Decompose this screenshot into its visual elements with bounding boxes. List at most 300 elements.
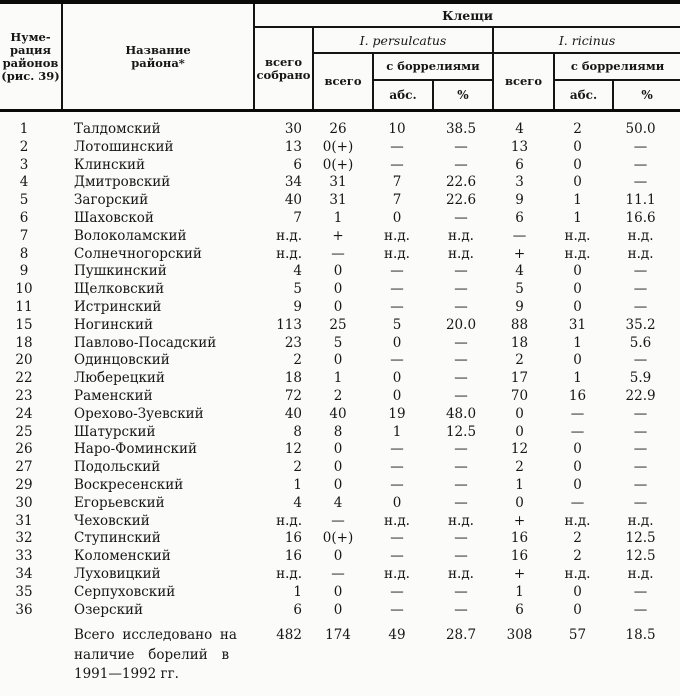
ricinus-abs-cell: 0 [573, 263, 582, 280]
row-number-cell: 9 [19, 263, 29, 280]
persulcatus-total-cell: 26 [329, 121, 347, 137]
header-district-line: района* [131, 55, 185, 70]
persulcatus-abs-cell: 19 [388, 405, 406, 422]
table-row [0, 370, 680, 388]
row-number-cell: 7 [19, 227, 29, 244]
totals-label-line: Всего исследовано на [74, 627, 237, 644]
table-row [0, 513, 680, 531]
persulcatus-abs-cell: — [390, 156, 404, 173]
persulcatus-total-cell: 0 [333, 352, 343, 369]
totals-collected-cell: 482 [276, 627, 302, 644]
district-name-cell: Ногинский [74, 316, 153, 333]
table-row [0, 584, 680, 602]
ricinus-abs-cell: 1 [573, 334, 582, 351]
ricinus-pct-cell: — [633, 423, 648, 440]
table-body [0, 111, 680, 685]
table-row [0, 335, 680, 353]
row-number-cell: 32 [15, 530, 33, 547]
table-row [0, 121, 680, 139]
persulcatus-total-cell: 31 [329, 174, 347, 191]
ricinus-pct-cell: 16.6 [625, 209, 656, 226]
table-row [0, 477, 680, 495]
header-collected-line: собрано [256, 67, 311, 82]
ricinus-total-cell: 4 [515, 121, 524, 137]
persulcatus-abs-cell: 0 [392, 387, 402, 404]
header-species-persulcatus: I. persulcatus [313, 27, 493, 53]
ricinus-pct-cell: — [633, 405, 648, 422]
persulcatus-pct-cell: 48.0 [445, 405, 477, 422]
district-name-cell: Подольский [74, 459, 161, 476]
ricinus-pct-cell: — [633, 494, 648, 511]
ricinus-total-cell: 6 [515, 601, 524, 618]
persulcatus-abs-cell: — [390, 548, 404, 565]
district-name-cell: Талдомский [74, 121, 161, 137]
row-number-cell: 26 [15, 441, 33, 458]
persulcatus-total-cell: 1 [333, 209, 343, 226]
ricinus-total-cell: 9 [515, 192, 524, 209]
persulcatus-pct-cell: — [454, 441, 468, 458]
collected-cell: 4 [293, 494, 302, 511]
table-row [0, 602, 680, 620]
ricinus-pct-cell: — [633, 298, 648, 315]
district-name-cell: Лотошинский [74, 138, 174, 155]
table-row [0, 228, 680, 246]
row-number-cell: 25 [15, 423, 33, 440]
ricinus-abs-cell: н.д. [564, 512, 591, 529]
persulcatus-pct-cell: — [454, 263, 468, 280]
persulcatus-pct-cell: н.д. [448, 245, 474, 262]
ricinus-abs-cell: н.д. [564, 245, 591, 262]
header-numbering-line: рация [9, 42, 51, 57]
persulcatus-abs-cell: — [390, 476, 404, 493]
collected-cell: 72 [284, 387, 302, 404]
ricinus-abs-cell: — [570, 423, 585, 440]
ricinus-total-cell: 6 [515, 209, 524, 226]
table-row [0, 459, 680, 477]
collected-cell: 6 [293, 156, 302, 173]
ricinus-pct-cell: — [633, 174, 648, 191]
persulcatus-pct-cell: — [454, 370, 468, 387]
header-ricinus-total: всего [493, 53, 554, 111]
persulcatus-abs-cell: 10 [388, 121, 406, 137]
district-name-cell: Солнечногорский [74, 245, 202, 262]
ricinus-pct-cell: — [633, 476, 648, 493]
totals-persulcatus-abs-cell: 49 [388, 627, 406, 644]
table-row [0, 388, 680, 406]
ricinus-total-cell: 0 [515, 494, 524, 511]
table-row [0, 210, 680, 228]
ricinus-total-cell: 18 [510, 334, 529, 351]
row-number-cell: 20 [15, 352, 33, 369]
ricinus-total-cell: — [512, 227, 527, 244]
persulcatus-pct-cell: н.д. [448, 565, 474, 582]
persulcatus-pct-cell: — [454, 601, 468, 618]
totals-ricinus-total-cell: 308 [506, 627, 533, 644]
ricinus-pct-cell: — [633, 601, 648, 618]
district-name-cell: Щелковский [74, 281, 165, 298]
spacer-row [0, 111, 680, 122]
persulcatus-pct-cell: — [454, 138, 468, 155]
collected-cell: 2 [293, 459, 302, 476]
district-name-cell: Дмитровский [74, 174, 171, 191]
persulcatus-pct-cell: — [454, 298, 468, 315]
header-ticks-group: Клещи [254, 2, 680, 27]
ricinus-pct-cell: — [633, 263, 648, 280]
persulcatus-pct-cell: — [454, 156, 468, 173]
persulcatus-abs-cell: — [390, 352, 404, 369]
ricinus-pct-cell: 50.0 [625, 121, 656, 137]
ricinus-total-cell: 2 [515, 459, 524, 476]
district-name-cell: Волоколамский [74, 227, 187, 244]
ricinus-total-cell: 1 [515, 476, 524, 493]
totals-ricinus-pct-cell: 18.5 [625, 627, 656, 644]
persulcatus-total-cell: 40 [329, 405, 347, 422]
district-name-cell: Павлово-Посадский [74, 334, 217, 351]
district-name-cell: Шаховской [74, 209, 154, 226]
ricinus-total-cell: 70 [510, 387, 529, 404]
collected-cell: н.д. [276, 227, 302, 244]
persulcatus-abs-cell: — [390, 281, 404, 298]
district-name-cell: Луховицкий [74, 565, 161, 582]
persulcatus-abs-cell: — [390, 441, 404, 458]
collected-cell: н.д. [276, 512, 302, 529]
row-number-cell: 4 [19, 174, 29, 191]
ricinus-pct-cell: — [633, 156, 648, 173]
ricinus-total-cell: 9 [515, 298, 524, 315]
persulcatus-total-cell: 2 [333, 387, 343, 404]
ricinus-total-cell: 12 [510, 441, 529, 458]
row-number-cell: 24 [15, 405, 33, 422]
persulcatus-total-cell: 0(+) [322, 530, 354, 547]
persulcatus-pct-cell: 12.5 [445, 423, 477, 440]
ricinus-abs-cell: 0 [573, 281, 582, 298]
district-name-cell: Пушкинский [74, 263, 167, 280]
district-name-cell: Воскресенский [74, 476, 184, 493]
ricinus-abs-cell: 2 [573, 548, 582, 565]
ricinus-total-cell: + [513, 565, 526, 582]
persulcatus-total-cell: 4 [333, 494, 343, 511]
persulcatus-abs-cell: — [390, 138, 404, 155]
ricinus-total-cell: 13 [510, 138, 529, 155]
persulcatus-pct-cell: — [454, 281, 468, 298]
persulcatus-pct-cell: 22.6 [445, 192, 477, 209]
ricinus-abs-cell: 0 [573, 156, 582, 173]
table-row [0, 139, 680, 157]
ricinus-total-cell: 17 [510, 370, 529, 387]
district-name-cell: Истринский [74, 298, 162, 315]
persulcatus-pct-cell: н.д. [448, 227, 474, 244]
ricinus-abs-cell: 0 [573, 459, 582, 476]
ricinus-abs-cell: 1 [573, 209, 582, 226]
ricinus-abs-cell: 0 [573, 601, 582, 618]
collected-cell: 4 [293, 263, 302, 280]
persulcatus-abs-cell: 1 [392, 423, 402, 440]
ricinus-pct-cell: н.д. [627, 565, 654, 582]
collected-cell: 18 [284, 370, 302, 387]
persulcatus-total-cell: 0 [333, 548, 343, 565]
persulcatus-abs-cell: н.д. [384, 245, 410, 262]
collected-cell: 113 [276, 316, 302, 333]
ricinus-total-cell: 16 [510, 530, 529, 547]
persulcatus-total-cell: 0(+) [322, 138, 354, 155]
ricinus-abs-cell: 0 [573, 352, 582, 369]
ricinus-abs-cell: 1 [573, 370, 582, 387]
collected-cell: 6 [293, 601, 302, 618]
persulcatus-abs-cell: 0 [392, 494, 402, 511]
persulcatus-pct-cell: — [454, 494, 468, 511]
ricinus-total-cell: 16 [510, 548, 529, 565]
totals-label-line: 1991—1992 гг. [74, 666, 179, 683]
persulcatus-total-cell: 0 [333, 476, 343, 493]
table-row [0, 441, 680, 459]
table-row [0, 530, 680, 548]
row-number-cell: 23 [15, 387, 33, 404]
collected-cell: 8 [293, 423, 302, 440]
table-row [0, 157, 680, 175]
ricinus-abs-cell: 1 [573, 192, 582, 209]
header-persulcatus-pct: % [433, 80, 493, 111]
ricinus-pct-cell: — [633, 138, 648, 155]
collected-cell: 1 [293, 583, 302, 600]
header-persulcatus-total: всего [313, 53, 373, 111]
ricinus-total-cell: 2 [515, 352, 524, 369]
row-number-cell: 3 [19, 156, 29, 173]
header-total-collected [254, 27, 313, 111]
persulcatus-pct-cell: 20.0 [445, 316, 477, 333]
persulcatus-abs-cell: — [390, 263, 404, 280]
persulcatus-total-cell: 0 [333, 601, 343, 618]
persulcatus-pct-cell: — [454, 352, 468, 369]
persulcatus-pct-cell: — [454, 476, 468, 493]
persulcatus-total-cell: — [331, 245, 345, 262]
ricinus-total-cell: 1 [515, 583, 524, 600]
totals-label [62, 626, 254, 685]
persulcatus-pct-cell: — [454, 548, 468, 565]
row-number-cell: 30 [15, 494, 33, 511]
header-district-line: Название [125, 42, 191, 57]
ricinus-abs-cell: 0 [573, 174, 582, 191]
district-name-cell: Орехово-Зуевский [74, 405, 204, 422]
row-number-cell: 10 [15, 281, 33, 298]
ricinus-total-cell: 0 [515, 405, 524, 422]
ricinus-abs-cell: 2 [573, 530, 582, 547]
persulcatus-total-cell: 0 [333, 281, 343, 298]
row-number-cell: 34 [15, 565, 33, 582]
persulcatus-total-cell: 0(+) [322, 156, 354, 173]
ricinus-abs-cell: 0 [573, 476, 582, 493]
ricinus-total-cell: 0 [515, 423, 524, 440]
persulcatus-abs-cell: 7 [392, 174, 402, 191]
header-numbering-line: (рис. 39) [1, 68, 60, 83]
collected-cell: 12 [284, 441, 302, 458]
header-persulcatus-abs: абс. [373, 80, 433, 111]
persulcatus-pct-cell: — [454, 209, 468, 226]
persulcatus-pct-cell: 38.5 [445, 121, 477, 137]
ricinus-pct-cell: — [633, 281, 648, 298]
persulcatus-abs-cell: 0 [392, 334, 402, 351]
ricinus-abs-cell: 0 [573, 298, 582, 315]
collected-cell: 13 [284, 138, 302, 155]
persulcatus-total-cell: 0 [333, 441, 343, 458]
table-row [0, 406, 680, 424]
district-name-cell: Егорьевский [74, 494, 165, 511]
ricinus-pct-cell: 35.2 [625, 316, 656, 333]
ricinus-abs-cell: 0 [573, 441, 582, 458]
header-ricinus-pct: % [613, 80, 680, 111]
district-name-cell: Раменский [74, 387, 153, 404]
row-number-cell: 6 [19, 209, 29, 226]
persulcatus-total-cell: 1 [333, 370, 343, 387]
ricinus-pct-cell: 5.6 [629, 334, 652, 351]
district-name-cell: Серпуховский [74, 583, 176, 600]
persulcatus-abs-cell: н.д. [384, 227, 410, 244]
totals-persulcatus-total-cell: 174 [325, 627, 351, 644]
persulcatus-total-cell: 31 [329, 192, 347, 209]
ricinus-pct-cell: — [633, 459, 648, 476]
header-ricinus-with-borrelia: с боррелиями [554, 53, 680, 80]
row-number-cell: 2 [19, 138, 29, 155]
row-number-cell: 18 [15, 334, 33, 351]
table-row [0, 424, 680, 442]
persulcatus-pct-cell: — [454, 387, 468, 404]
collected-cell: 40 [284, 405, 302, 422]
district-name-cell: Загорский [74, 192, 149, 209]
row-number-cell: 11 [15, 298, 33, 315]
persulcatus-total-cell: + [332, 227, 344, 244]
persulcatus-abs-cell: — [390, 601, 404, 618]
collected-cell: 30 [284, 121, 302, 137]
collected-cell: 7 [293, 209, 302, 226]
ricinus-abs-cell: 31 [568, 316, 587, 333]
district-name-cell: Коломенский [74, 548, 171, 565]
ricinus-total-cell: 3 [515, 174, 524, 191]
collected-cell: 9 [293, 298, 302, 315]
district-name-cell: Озерский [74, 601, 144, 618]
totals-empty-cell [0, 626, 62, 685]
persulcatus-total-cell: 5 [333, 334, 343, 351]
table-row [0, 299, 680, 317]
header-ricinus-abs: абс. [554, 80, 613, 111]
ricinus-pct-cell: 22.9 [625, 387, 656, 404]
ricinus-abs-cell: — [570, 494, 585, 511]
ricinus-abs-cell: 0 [573, 583, 582, 600]
district-name-cell: Ступинский [74, 530, 161, 547]
table-row [0, 566, 680, 584]
persulcatus-pct-cell: — [454, 583, 468, 600]
persulcatus-pct-cell: — [454, 334, 468, 351]
collected-cell: 5 [293, 281, 302, 298]
persulcatus-total-cell: — [331, 512, 345, 529]
district-name-cell: Шатурский [74, 423, 156, 440]
persulcatus-abs-cell: 5 [392, 316, 402, 333]
ricinus-pct-cell: н.д. [627, 245, 654, 262]
persulcatus-abs-cell: — [390, 530, 404, 547]
district-name-cell: Наро-Фоминский [74, 441, 197, 458]
table-row [0, 192, 680, 210]
persulcatus-total-cell: 25 [329, 316, 347, 333]
collected-cell: 34 [284, 174, 302, 191]
persulcatus-abs-cell: 0 [392, 370, 402, 387]
persulcatus-abs-cell: — [390, 459, 404, 476]
table-row [0, 548, 680, 566]
ricinus-pct-cell: — [633, 352, 648, 369]
table-row [0, 174, 680, 192]
ricinus-abs-cell: н.д. [564, 227, 591, 244]
ricinus-abs-cell: 0 [573, 138, 582, 155]
district-name-cell: Чеховский [74, 512, 150, 529]
row-number-cell: 33 [15, 548, 33, 565]
totals-persulcatus-pct-cell: 28.7 [445, 627, 477, 644]
spacer-row [0, 619, 680, 626]
ricinus-pct-cell: 11.1 [625, 192, 656, 209]
persulcatus-total-cell: 8 [333, 423, 343, 440]
row-number-cell: 35 [15, 583, 33, 600]
persulcatus-abs-cell: н.д. [384, 565, 410, 582]
ricinus-abs-cell: 16 [568, 387, 587, 404]
spacer-cell [0, 111, 680, 122]
ricinus-total-cell: 6 [515, 156, 524, 173]
persulcatus-pct-cell: 22.6 [445, 174, 477, 191]
collected-cell: 16 [284, 530, 302, 547]
district-name-cell: Люберецкий [74, 370, 165, 387]
ricinus-pct-cell: — [633, 583, 648, 600]
table-row [0, 352, 680, 370]
persulcatus-abs-cell: 0 [392, 209, 402, 226]
ricinus-pct-cell: н.д. [627, 227, 654, 244]
totals-label-line: наличие борелий в [74, 646, 230, 663]
header-collected-line: всего [264, 54, 303, 69]
header-numbering-line: Нуме- [10, 29, 51, 44]
persulcatus-pct-cell: — [454, 530, 468, 547]
header-district-name [62, 2, 254, 111]
table-row [0, 495, 680, 513]
collected-cell: 1 [293, 476, 302, 493]
table-row [0, 281, 680, 299]
persulcatus-abs-cell: — [390, 583, 404, 600]
district-name-cell: Клинский [74, 156, 146, 173]
row-number-cell: 27 [15, 459, 33, 476]
header-persulcatus-with-borrelia: с боррелиями [373, 53, 493, 80]
row-number-cell: 36 [15, 601, 33, 618]
persulcatus-pct-cell: — [454, 459, 468, 476]
ricinus-pct-cell: 12.5 [625, 530, 656, 547]
row-number-cell: 15 [15, 316, 33, 333]
header-numbering [0, 2, 62, 111]
ricinus-total-cell: 4 [515, 263, 524, 280]
row-number-cell: 29 [15, 476, 33, 493]
ricinus-pct-cell: 12.5 [625, 548, 656, 565]
ricinus-total-cell: + [513, 245, 526, 262]
persulcatus-abs-cell: — [390, 298, 404, 315]
ricinus-pct-cell: — [633, 441, 648, 458]
persulcatus-total-cell: 0 [333, 583, 343, 600]
collected-cell: 16 [284, 548, 302, 565]
spacer-cell [0, 619, 680, 626]
ricinus-total-cell: 5 [515, 281, 524, 298]
persulcatus-abs-cell: н.д. [384, 512, 410, 529]
district-name-cell: Одинцовский [74, 352, 170, 369]
ricinus-total-cell: + [513, 512, 526, 529]
ricinus-abs-cell: 2 [573, 121, 582, 137]
ricinus-total-cell: 88 [510, 316, 529, 333]
row-number-cell: 31 [15, 512, 33, 529]
persulcatus-total-cell: — [331, 565, 345, 582]
collected-cell: 40 [284, 192, 302, 209]
totals-row [0, 626, 680, 685]
persulcatus-total-cell: 0 [333, 459, 343, 476]
collected-cell: 2 [293, 352, 302, 369]
collected-cell: 23 [284, 334, 302, 351]
